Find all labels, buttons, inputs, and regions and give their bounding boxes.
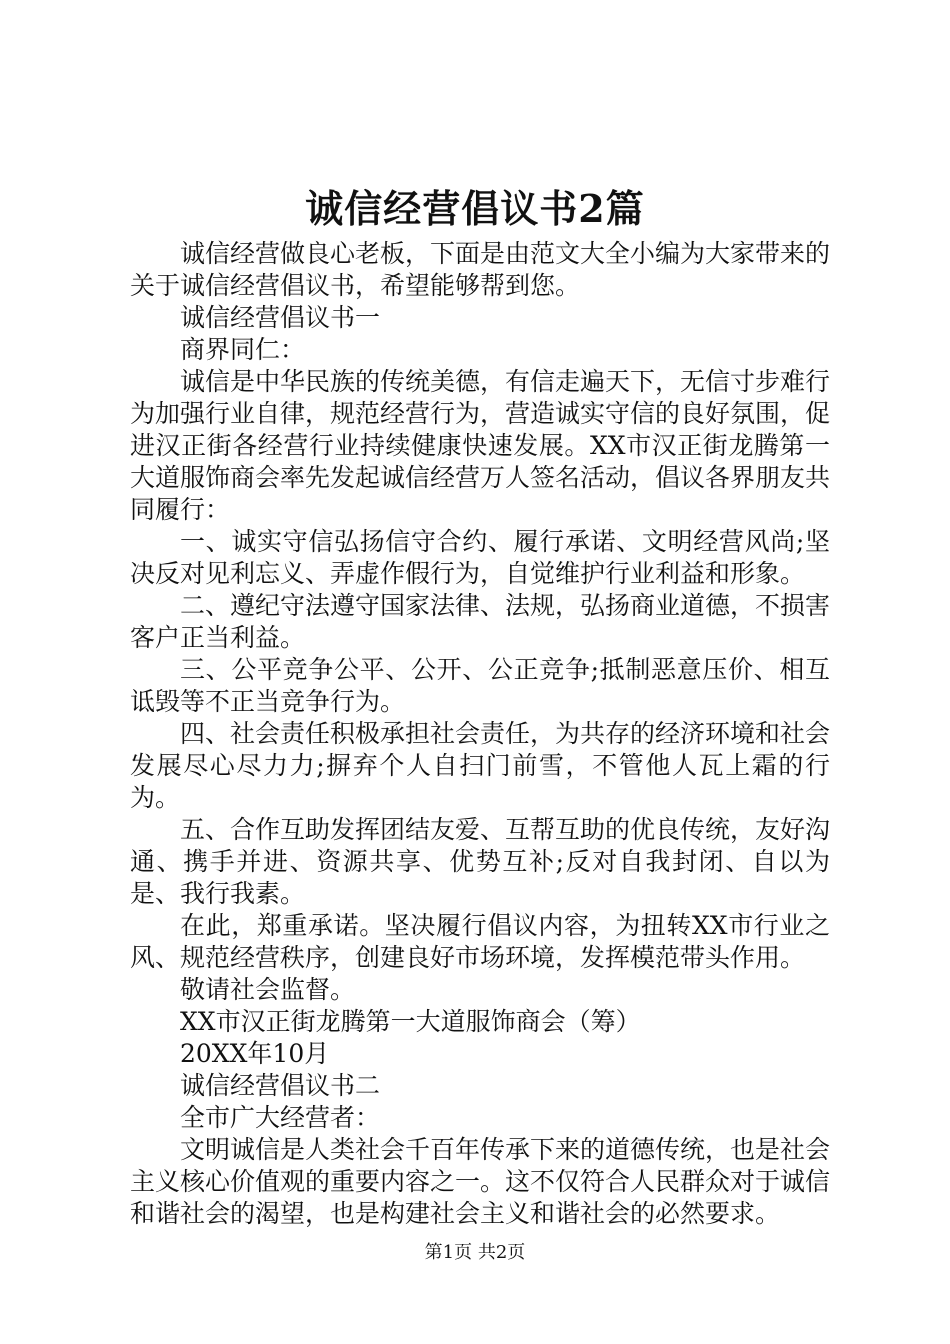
body-paragraph: 五、合作互助发挥团结友爱、互帮互助的优良传统，友好沟通、携手并进、资源共享、优势互补;反对自我封闭、自以为是、我行我素。	[130, 815, 831, 908]
body-paragraph: 二、遵纪守法遵守国家法律、法规，弘扬商业道德，不损害客户正当利益。	[130, 591, 831, 652]
section-heading-two: 诚信经营倡议书二	[180, 1071, 381, 1100]
intro-paragraph: 诚信经营做良心老板，下面是由范文大全小编为大家带来的关于诚信经营倡议书，希望能够帮到您。	[130, 239, 831, 300]
document-body	[130, 238, 830, 1230]
signature-organization: XX市汉正街龙腾第一大道服饰商会（筹）	[180, 1007, 641, 1036]
body-paragraph: 诚信是中华民族的传统美德，有信走遍天下，无信寸步难行为加强行业自律，规范经营行为，营造诚实守信的良好氛围，促进汉正街各经营行业持续健康快速发展。XX市汉正街龙腾第一大道服饰商会率先发起诚信经营万人签名活动，倡议各界朋友共同履行：	[130, 367, 831, 524]
body-paragraph: 一、诚实守信弘扬信守合约、履行承诺、文明经营风尚;坚决反对见利忘义、弄虚作假行为，自觉维护行业利益和形象。	[130, 527, 830, 588]
body-paragraph: 文明诚信是人类社会千百年传承下来的道德传统，也是社会主义核心价值观的重要内容之一。这不仅符合人民群众对于诚信和谐社会的渴望，也是构建社会主义和谐社会的必然要求。	[130, 1135, 831, 1228]
body-paragraph: 三、公平竞争公平、公开、公正竞争;抵制恶意压价、相互诋毁等不正当竞争行为。	[130, 655, 830, 716]
page-footer: 第1页 共2页	[424, 1242, 526, 1263]
section-heading-one: 诚信经营倡议书一	[180, 303, 381, 332]
body-paragraph: 四、社会责任积极承担社会责任，为共存的经济环境和社会发展尽心尽力力;摒弃个人自扫门前雪，不管他人瓦上霜的行为。	[130, 719, 831, 812]
signature-date: 20XX年10月	[180, 1039, 330, 1068]
salutation-one: 商界同仁：	[180, 335, 306, 364]
salutation-two: 全市广大经营者：	[180, 1103, 381, 1132]
body-paragraph: 在此，郑重承诺。坚决履行倡议内容，为扭转XX市行业之风、规范经营秩序，创建良好市场环境，发挥模范带头作用。	[130, 911, 830, 972]
body-paragraph: 敬请社会监督。	[180, 975, 356, 1004]
document-title: 诚信经营倡议书2篇	[305, 186, 645, 231]
